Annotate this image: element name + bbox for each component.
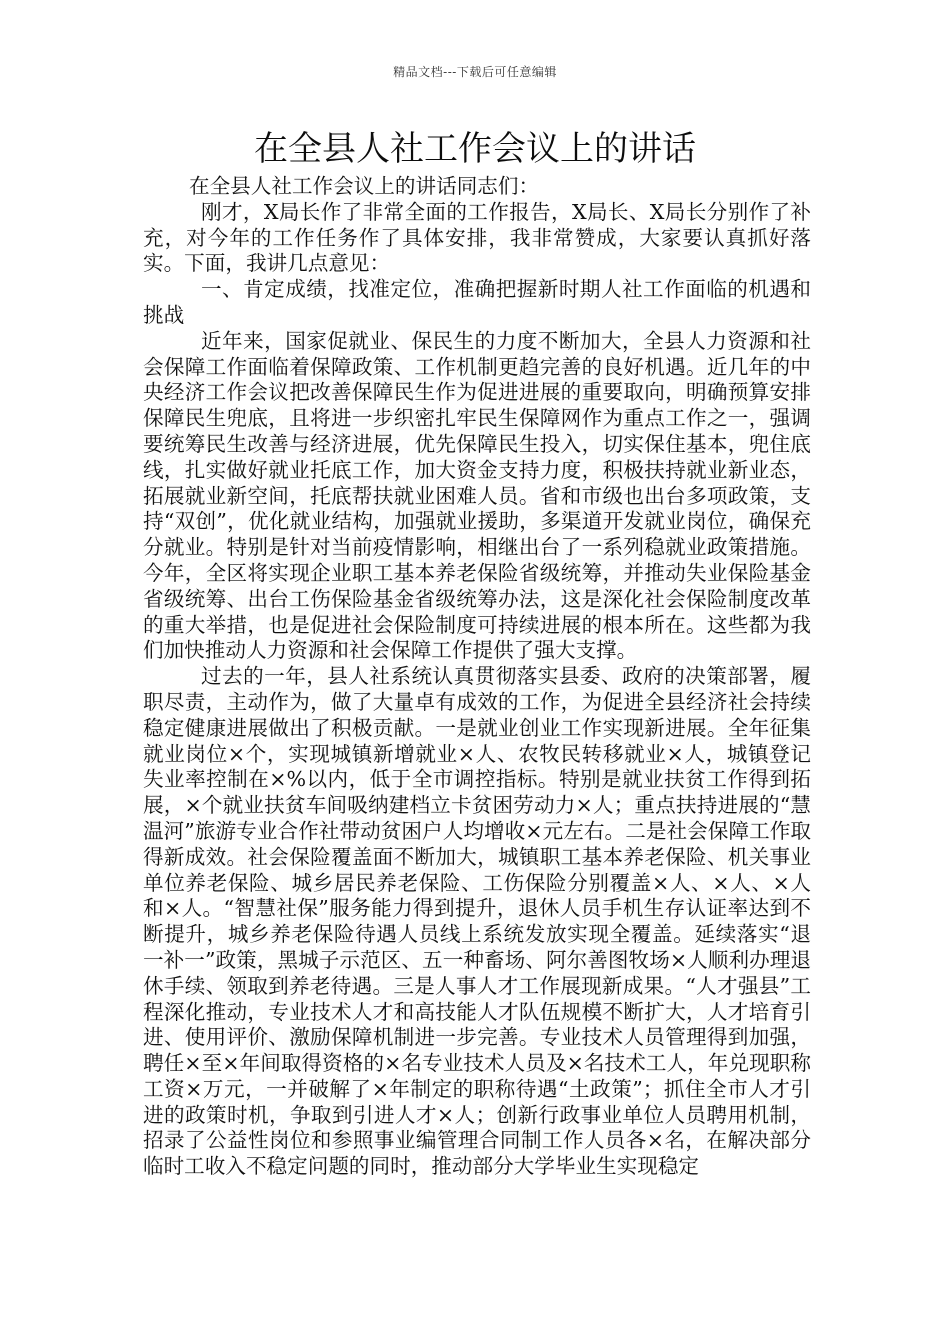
document-body <box>143 174 811 1180</box>
document-title: 在全县人社工作会议上的讲话 <box>254 129 696 169</box>
section-heading: 一、肯定成绩，找准定位，准确把握新时期人社工作面临的机遇和挑战 <box>143 277 811 327</box>
page-header-watermark: 精品文档---下载后可任意编辑 <box>393 65 557 79</box>
salutation-line: 在全县人社工作会议上的讲话同志们： <box>189 174 540 198</box>
body-paragraph: 刚才，X局长作了非常全面的工作报告，X局长、X局长分别作了补充，对今年的工作任务作了具体安排，我非常赞成，大家要认真抓好落实。下面，我讲几点意见： <box>143 199 811 276</box>
body-paragraph: 近年来，国家促就业、保民生的力度不断加大，全县人力资源和社会保障工作面临着保障政策、工作机制更趋完善的良好机遇。近几年的中央经济工作会议把改善保障民生作为促进进展的重要取向，明确预算安排保障民生兜底，且将进一步织密扎牢民生保障网作为重点工作之一，强调要统筹民生改善与经济进展，优先保障民生投入，切实保住基本，兜住底线，扎实做好就业托底工作，加大资金支持力度，积极扶持就业新业态，拓展就业新空间，托底帮扶就业困难人员。省和市级也出台多项政策，支持“双创”，优化就业结构，加强就业援助，多渠道开发就业岗位，确保充分就业。特别是针对当前疫情影响，相继出台了一系列稳就业政策措施。今年，全区将实现企业职工基本养老保险省级统筹，并推动失业保险基金省级统筹、出台工伤保险基金省级统筹办法，这是深化社会保险制度改革的重大举措，也是促进社会保险制度可持续进展的根本所在。这些都为我们加快推动人力资源和社会保障工作提供了强大支撑。 <box>143 328 811 663</box>
body-paragraph: 过去的一年，县人社系统认真贯彻落实县委、政府的决策部署，履职尽责，主动作为，做了大量卓有成效的工作，为促进全县经济社会持续稳定健康进展做出了积极贡献。一是就业创业工作实现新进展。全年征集就业岗位×个，实现城镇新增就业×人、农牧民转移就业×人，城镇登记失业率控制在×%以内，低于全市调控指标。特别是就业扶贫工作得到拓展，×个就业扶贫车间吸纳建档立卡贫困劳动力×人；重点扶持进展的“慧温河”旅游专业合作社带动贫困户人均增收×元左右。二是社会保障工作取得新成效。社会保险覆盖面不断加大，城镇职工基本养老保险、机关事业单位养老保险、城乡居民养老保险、工伤保险分别覆盖×人、×人、×人和×人。“智慧社保”服务能力得到提升，退休人员手机生存认证率达到不断提升，城乡养老保险待遇人员线上系统发放实现全覆盖。延续落实“退一补一”政策，黑城子示范区、五一种畜场、阿尔善图牧场×人顺利办理退休手续、领取到养老待遇。三是人事人才工作展现新成果。“人才强县”工程深化推动，专业技术人才和高技能人才队伍规模不断扩大，人才培育引进、使用评价、激励保障机制进一步完善。专业技术人员管理得到加强，聘任×至×年间取得资格的×名专业技术人员及×名技术工人，年兑现职称工资×万元，一并破解了×年制定的职称待遇“土政策”；抓住全市人才引进的政策时机，争取到引进人才×人；创新行政事业单位人员聘用机制，招录了公益性岗位和参照事业编管理合同制工作人员各×名，在解决部分临时工收入不稳定问题的同时，推动部分大学毕业生实现稳定 <box>143 664 811 1179</box>
